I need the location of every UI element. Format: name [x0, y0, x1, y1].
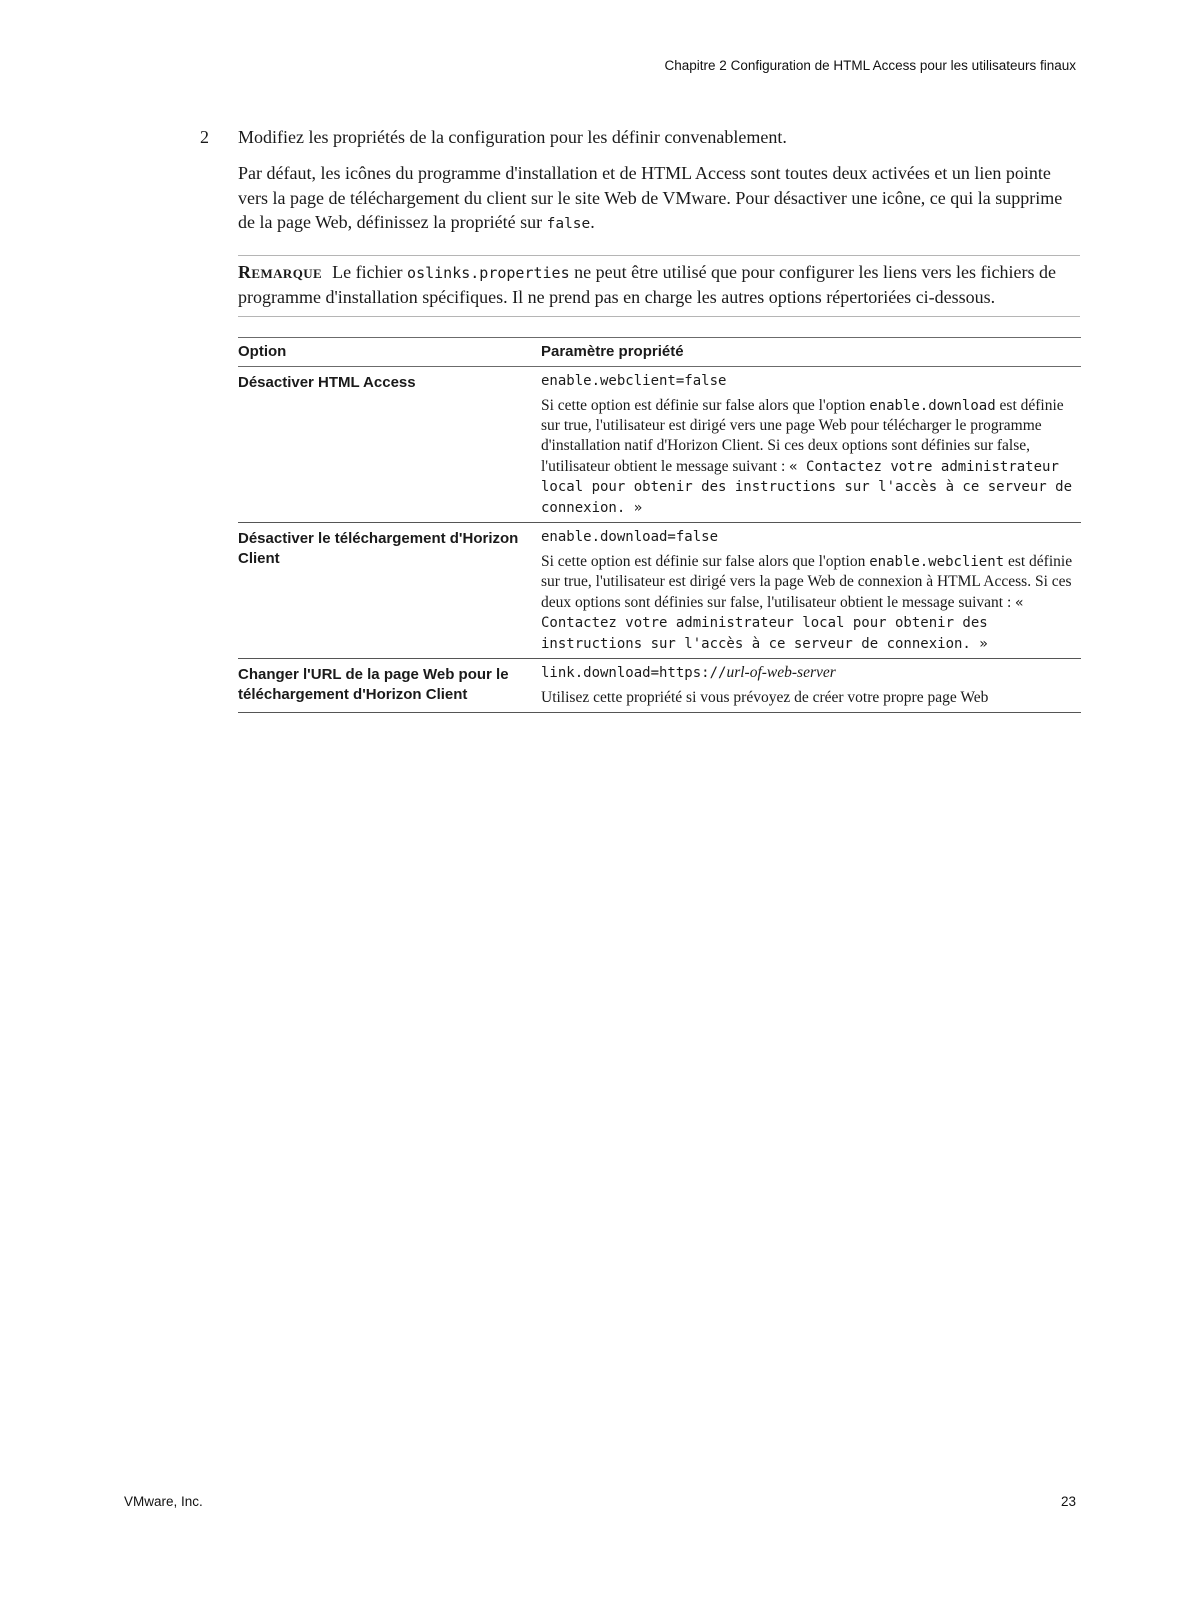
option-name: Changer l'URL de la page Web pour le téléchargement d'Horizon Client	[238, 665, 509, 703]
note-text-end: ne peut être utilisé que pour configurer les liens vers les fichiers de programme d'installation spécifiques. Il ne prend pas en charge les autres options répertoriées ci-dessous.	[238, 261, 1056, 307]
property-code-placeholder: url-of-web-server	[726, 663, 836, 681]
desc-text: Si cette option est définie sur false alors que l'option	[541, 552, 870, 570]
property-description	[541, 396, 1081, 518]
footer-page-number: 23	[1060, 1494, 1076, 1509]
step-text: Modifiez les propriétés de la configuration pour les définir convenablement.	[238, 127, 787, 147]
property-description	[541, 552, 1081, 654]
intro-paragraph	[238, 161, 1080, 237]
property-code: enable.download=false	[541, 528, 719, 545]
property-code	[541, 663, 1081, 683]
option-name: Désactiver le téléchargement d'Horizon Client	[238, 529, 519, 567]
table-row	[238, 658, 1081, 712]
option-name: Désactiver HTML Access	[238, 373, 416, 391]
intro-end: .	[590, 212, 595, 232]
note-code: oslinks.properties	[407, 263, 570, 282]
property-code-prefix: link.download=https://	[541, 664, 727, 681]
desc-code: enable.download	[869, 397, 996, 414]
header-property: Paramètre propriété	[541, 337, 1081, 366]
property-description: Utilisez cette propriété si vous prévoyez de créer votre propre page Web	[541, 688, 989, 706]
procedure-step	[200, 124, 1080, 713]
note-text-start: Le fichier	[332, 261, 408, 282]
options-table	[238, 337, 1081, 714]
footer-company: VMware, Inc.	[124, 1494, 203, 1509]
running-header: Chapitre 2 Configuration de HTML Access pour les utilisateurs finaux	[664, 58, 1076, 73]
desc-text-cont: est définie sur true, l'utilisateur est dirigé vers une page Web pour télécharger le programme d'installation natif d'Horizon Client. Si ces deux options sont définies sur false, l'utilisateur obtient le message suivant :	[541, 396, 1064, 475]
desc-text-cont: est définie sur true, l'utilisateur est dirigé vers la page Web de connexion à HTML Access. Si ces deux options sont définies sur false, l'utilisateur obtient le message suivant :	[541, 552, 1073, 611]
desc-code: enable.webclient	[869, 553, 1005, 570]
intro-text: Par défaut, les icônes du programme d'installation et de HTML Access sont toutes deux activées et un lien pointe vers la page de téléchargement du client sur le site Web de VMware. Pour désactiver une icône, ce qui la supprime de la page Web, définissez la propriété sur	[238, 163, 1063, 232]
note-label: Remarque	[238, 261, 323, 282]
desc-message: « Contactez votre administrateur local pour obtenir des instructions sur l'accès à ce serveur de connexion. »	[541, 458, 1073, 516]
desc-message: « Contactez votre administrateur local pour obtenir des instructions sur l'accès à ce serveur de connexion. »	[541, 594, 1024, 652]
step-number: 2	[200, 127, 209, 147]
table-row	[238, 366, 1081, 522]
intro-code: false	[546, 216, 591, 232]
document-body	[200, 124, 1080, 713]
table-header-row	[238, 337, 1081, 366]
table-row	[238, 522, 1081, 658]
property-code: enable.webclient=false	[541, 372, 727, 389]
desc-text: Si cette option est définie sur false alors que l'option	[541, 396, 870, 414]
note-box	[238, 255, 1080, 317]
header-option: Option	[238, 337, 541, 366]
